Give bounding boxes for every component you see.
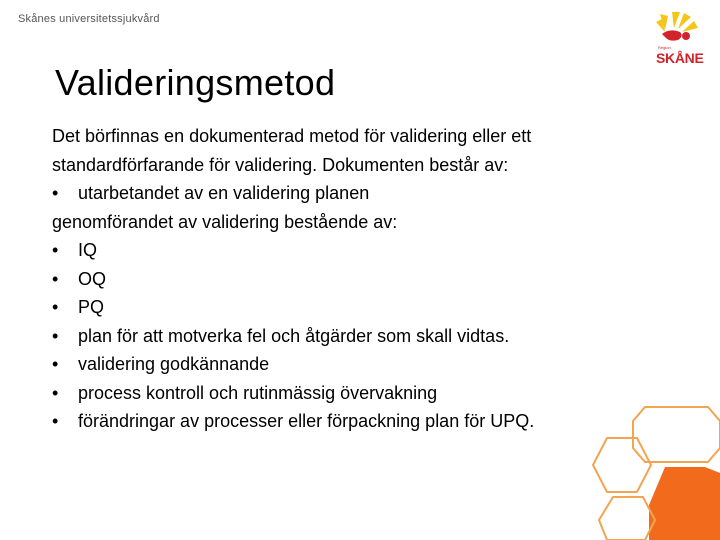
bullet-list-1 xyxy=(52,179,612,208)
sun-icon xyxy=(648,10,710,50)
subheading: genomförandet av validering bestående av: xyxy=(52,211,398,232)
list-item-text: förändringar av processer eller förpackning plan för UPQ. xyxy=(78,411,535,431)
hexagon-filled xyxy=(649,467,720,540)
bullet-icon: • xyxy=(52,382,59,403)
list-item-text: validering godkännande xyxy=(78,354,270,374)
list-item-text: PQ xyxy=(78,297,105,317)
region-skane-logo xyxy=(648,10,710,70)
logo-region-label: Region xyxy=(658,45,671,50)
bullet-icon: • xyxy=(52,354,59,374)
bullet-icon: • xyxy=(52,411,59,431)
bullet-icon: • xyxy=(52,268,59,289)
list-item xyxy=(52,350,612,379)
list-item-text: IQ xyxy=(78,240,98,260)
bullet-icon: • xyxy=(52,297,59,317)
list-item xyxy=(52,265,612,294)
bullet-list-2 xyxy=(52,236,612,436)
list-item-text: OQ xyxy=(78,268,107,289)
logo-wordmark: SKÅNE xyxy=(656,50,704,66)
hexagon-outline-left xyxy=(593,438,651,492)
list-item xyxy=(52,407,612,436)
list-item-text: plan för att motverka fel och åtgärder som skall vidtas. xyxy=(78,325,510,346)
bullet-icon: • xyxy=(52,240,59,260)
hexagon-outline-bottom xyxy=(599,497,655,540)
list-item xyxy=(52,293,612,322)
bullet-icon: • xyxy=(52,325,59,346)
bullet-icon: • xyxy=(52,183,59,203)
list-item xyxy=(52,379,612,408)
list-item-text: process kontroll och rutinmässig övervakning xyxy=(78,382,438,403)
hexagon-decoration xyxy=(585,405,720,540)
slide-body xyxy=(52,122,612,436)
list-item xyxy=(52,236,612,265)
intro-paragraph: Det börfinnas en dokumenterad metod för validering eller ett standardförfarande för validering. Dokumenten består av: xyxy=(52,126,532,175)
organization-name: Skånes universitetssjukvård xyxy=(18,13,160,25)
list-item xyxy=(52,179,612,208)
list-item-text: utarbetandet av en validering planen xyxy=(78,183,370,203)
slide-title: Valideringsmetod xyxy=(55,62,336,103)
list-item xyxy=(52,322,612,351)
